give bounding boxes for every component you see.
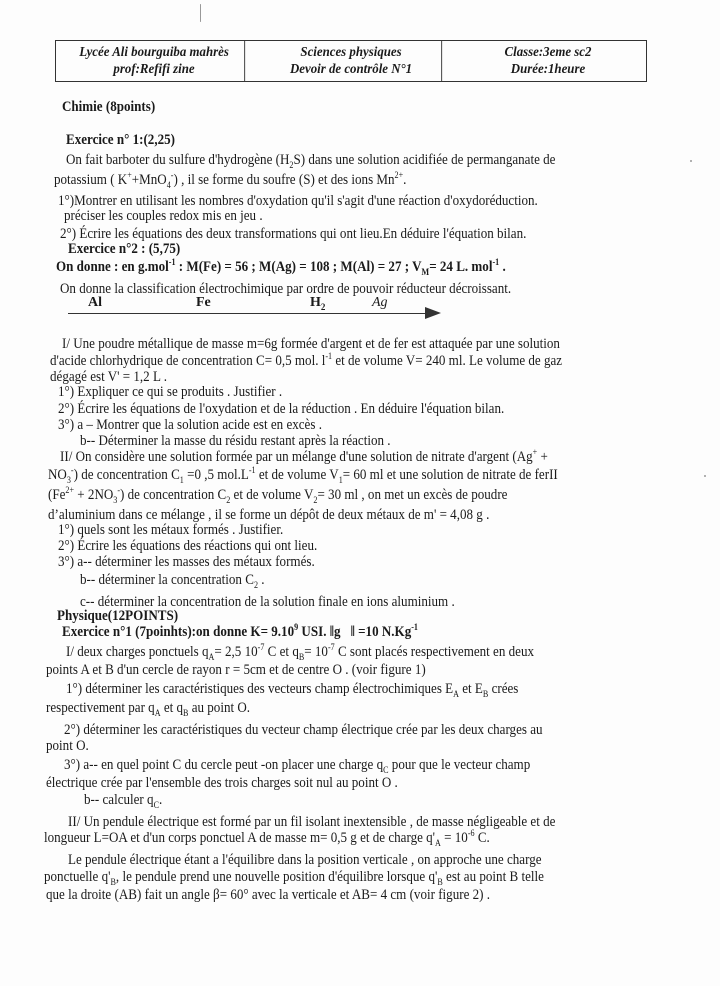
- text-run: = 10: [304, 644, 328, 660]
- text-run: et de volume V: [255, 467, 339, 483]
- text-run: .: [499, 259, 506, 275]
- text-run: d'acide chlorhydrique de concentration C= 0,5 mol. l: [50, 353, 326, 369]
- superscript: 2+: [65, 485, 75, 496]
- teacher-name: prof:Refifi zine: [113, 62, 195, 77]
- text-run: b-- déterminer la concentration C: [80, 572, 254, 588]
- text-line: [46, 886, 490, 904]
- text-run: préciser les couples redox mis en jeu .: [64, 208, 263, 224]
- text-line: [60, 280, 511, 298]
- superscript: -1: [168, 257, 176, 268]
- text-run: Exercice n°1 (7poinhts):on donne K= 9.10: [62, 624, 295, 640]
- text-run: On donne : en g.mol: [56, 259, 169, 275]
- text-run: .: [257, 572, 265, 588]
- text-run: II/ On considère une solution formée par un mélange d'une solution de nitrate d'argent (Ag: [60, 449, 533, 465]
- subscript: 4: [166, 179, 171, 190]
- text-run: 2°) Écrire les équations de l'oxydation et de la réduction . En déduire l'équation bilan.: [58, 401, 505, 417]
- heading-line: [62, 623, 418, 641]
- text-run: On donne la classification électrochimique par ordre de pouvoir réducteur décroissant.: [60, 281, 512, 297]
- text-run: respectivement par q: [46, 700, 155, 716]
- subscript: B: [183, 707, 189, 718]
- superscript: -: [70, 465, 74, 476]
- text-line: [64, 207, 263, 225]
- heading-line: [66, 131, 175, 149]
- text-line: [64, 756, 530, 774]
- text-line: [66, 643, 534, 661]
- text-line: [46, 737, 89, 755]
- subscript: B: [298, 651, 305, 662]
- text-run: et q: [160, 700, 184, 716]
- h-subscript: 2: [320, 301, 326, 312]
- classification-axis-line: [68, 313, 438, 314]
- text-run: électrique crée par l'ensemble des trois charges soit nul au point O .: [46, 775, 398, 791]
- text-run: (Fe: [48, 487, 66, 503]
- class-label: Classe:3eme sc2: [504, 45, 592, 60]
- text-run: : M(Fe) = 56 ; M(Ag) = 108 ; M(Al) = 27 ; V: [175, 259, 422, 275]
- text-run: 3°) a-- déterminer les masses des métaux formés.: [58, 554, 315, 570]
- text-line: [46, 699, 250, 717]
- subscript: 2: [289, 159, 294, 170]
- subscript: 2: [253, 579, 258, 590]
- text-run: ) de concentration C: [73, 467, 180, 483]
- heading-line: [62, 98, 155, 116]
- superscript: -6: [467, 828, 475, 839]
- text-run: Exercice n° 1:(2,25): [66, 132, 175, 148]
- text-run: 3°) a – Montrer que la solution acide est en excès .: [58, 417, 322, 433]
- text-line: [48, 486, 507, 504]
- superscript: -7: [327, 642, 335, 653]
- text-run: dégagé est V' = 1,2 L .: [50, 369, 167, 385]
- text-run: +MnO: [131, 172, 167, 188]
- text-run: .: [158, 792, 163, 808]
- superscript: +: [127, 170, 132, 181]
- header-subject-cell: [261, 41, 442, 81]
- text-run: C et q: [264, 644, 299, 660]
- text-run: c-- déterminer la concentration de la solution finale en ions aluminium .: [80, 594, 455, 610]
- text-run: 3°) a-- en quel point C du cercle peut -on placer une charge q: [64, 757, 384, 773]
- text-run: 2°) déterminer les caractéristiques du vecteur champ électrique crée par les deux charges au: [64, 722, 543, 738]
- text-run: = 24 L. mol: [429, 259, 493, 275]
- header-school-cell: [64, 41, 245, 81]
- text-line: [66, 680, 518, 698]
- header-class-cell: [458, 41, 638, 81]
- text-run: d’aluminium dans ce mélange , il se forme un dépôt de deux métaux de m' = 4,08 g .: [48, 507, 490, 523]
- text-run: I/ deux charges ponctuels q: [66, 644, 209, 660]
- subscript: C: [383, 764, 389, 775]
- text-run: I/ Une poudre métallique de masse m=6g formée d'argent et de fer est attaquée par une solution: [62, 336, 560, 352]
- subscript: M: [421, 266, 430, 277]
- subscript: 2: [226, 494, 231, 505]
- text-run: + 2NO: [74, 487, 114, 503]
- text-run: 1°) Expliquer ce qui se produits . Justifier .: [58, 384, 283, 400]
- subscript: A: [453, 688, 459, 699]
- school-name: Lycée Ali bourguiba mahrès: [79, 45, 229, 60]
- text-run: potassium ( K: [54, 172, 128, 188]
- axis-label-ag: Ag: [372, 295, 388, 310]
- text-run: et de volume V: [230, 487, 314, 503]
- header-table: [55, 40, 647, 82]
- subscript: A: [208, 651, 215, 662]
- text-run: = 2,5 10: [214, 644, 258, 660]
- superscript: -1: [411, 622, 418, 633]
- text-run: On fait barboter du sulfure d'hydrogène (H: [66, 152, 290, 168]
- text-run: que la droite (AB) fait un angle β= 60° avec la verticale et AB= 4 cm (voir figure 2) .: [46, 887, 491, 903]
- superscript: -7: [257, 642, 265, 653]
- text-run: C sont placés respectivement en deux: [334, 644, 535, 660]
- text-run: .: [403, 172, 407, 188]
- text-run: , le pendule prend une nouvelle position d'équilibre lorsque q': [115, 869, 438, 885]
- text-run: au point O.: [188, 700, 251, 716]
- text-line: [84, 791, 162, 809]
- superscript: 2+: [394, 170, 404, 181]
- subscript: 3: [113, 494, 118, 505]
- subscript: 3: [66, 474, 71, 485]
- superscript: +: [532, 447, 538, 458]
- text-line: [80, 571, 265, 589]
- text-run: NO: [48, 467, 67, 483]
- text-run: = 30 ml , on met un excès de poudre: [317, 487, 508, 503]
- axis-label-al: Al: [88, 295, 102, 310]
- text-run: crées: [488, 681, 519, 697]
- text-run: points A et B d'un cercle de rayon r = 5cm et de centre O . (voir figure 1): [46, 662, 426, 678]
- text-run: ponctuelle q': [44, 869, 111, 885]
- text-line: [46, 661, 426, 679]
- heading-line: [56, 258, 506, 276]
- text-run: est au point B telle: [442, 869, 544, 885]
- arrow-head-icon: [425, 307, 441, 319]
- subscript: 1: [179, 474, 184, 485]
- text-line: [48, 466, 558, 484]
- text-line: [46, 774, 398, 792]
- text-run: 2°) Écrire les équations des réactions qui ont lieu.: [58, 538, 318, 554]
- subscript: B: [437, 876, 443, 887]
- subscript: A: [435, 837, 441, 848]
- subscript: C: [153, 799, 159, 810]
- text-run: Chimie (8points): [62, 99, 156, 115]
- text-run: b-- Déterminer la masse du résidu restant après la réaction .: [80, 433, 391, 449]
- text-run: point O.: [46, 738, 89, 754]
- text-line: [54, 171, 406, 189]
- text-run: pour que le vecteur champ: [388, 757, 531, 773]
- text-line: [58, 553, 315, 571]
- duration-label: Durée:1heure: [510, 62, 586, 77]
- text-run: 1°) quels sont les métaux formés . Justifier.: [58, 522, 284, 538]
- text-line: [64, 721, 543, 739]
- text-line: [58, 383, 282, 401]
- text-run: ) , il se forme du soufre (S) et des ions Mn: [173, 172, 395, 188]
- text-line: [62, 335, 560, 353]
- text-run: = 10: [440, 830, 468, 846]
- text-run: =0 ,5 mol.L: [183, 467, 249, 483]
- axis-label-h2: [310, 295, 325, 312]
- superscript: -: [117, 485, 121, 496]
- text-run: ) de concentration C: [120, 487, 227, 503]
- superscript: 9: [294, 622, 299, 633]
- superscript: -: [170, 170, 174, 181]
- text-run: Le pendule électrique étant a l'équilibre dans la position verticale , on approche une charge: [68, 852, 542, 868]
- text-run: II/ Un pendule électrique est formé par un fil isolant inextensible , de masse négligeable et de: [68, 814, 556, 830]
- superscript: -1: [492, 257, 500, 268]
- text-line: [44, 868, 544, 886]
- text-run: = 60 ml et une solution de nitrate de ferII: [342, 467, 558, 483]
- text-run: +: [537, 449, 548, 465]
- text-run: USI. ‖g⃗‖ =10 N.Kg: [298, 624, 412, 640]
- subscript: A: [154, 707, 161, 718]
- scan-dot: [690, 160, 692, 162]
- text-run: et E: [458, 681, 483, 697]
- subscript: B: [482, 688, 489, 699]
- subscript: 2: [313, 494, 318, 505]
- text-line: [60, 448, 548, 466]
- text-run: C.: [474, 830, 490, 846]
- h-symbol: H: [310, 295, 321, 310]
- subscript: B: [110, 876, 116, 887]
- text-run: 1°) déterminer les caractéristiques des vecteurs champ électrochimiques E: [66, 681, 454, 697]
- text-run: longueur L=OA et d'un corps ponctuel A de masse m= 0,5 g et de charge q': [44, 830, 436, 846]
- text-run: 1°)Montrer en utilisant les nombres d'oxydation qu'il s'agit d'une réaction d'oxydoréduction.: [58, 193, 538, 209]
- subscript: 1: [338, 474, 343, 485]
- scan-mark: [200, 4, 201, 22]
- subject: Sciences physiques: [300, 45, 402, 60]
- text-run: b-- calculer q: [84, 792, 154, 808]
- text-line: [68, 851, 542, 869]
- text-run: 2°) Écrire les équations des deux transformations qui ont lieu.En déduire l'équation bilan.: [60, 226, 527, 242]
- text-run: Physique(12POINTS): [57, 608, 179, 624]
- superscript: -1: [325, 351, 333, 362]
- text-line: [66, 151, 555, 169]
- text-run: Exercice n°2 : (5,75): [68, 241, 181, 257]
- text-line: [44, 829, 490, 847]
- superscript: -1: [248, 465, 256, 476]
- scan-dot: [704, 475, 706, 477]
- text-run: et de volume V= 240 ml. Le volume de gaz: [332, 353, 563, 369]
- heading-line: [68, 240, 180, 258]
- axis-label-fe: Fe: [196, 295, 211, 310]
- text-run: S) dans une solution acidifiée de permanganate de: [293, 152, 556, 168]
- exam-title: Devoir de contrôle N°1: [289, 62, 413, 77]
